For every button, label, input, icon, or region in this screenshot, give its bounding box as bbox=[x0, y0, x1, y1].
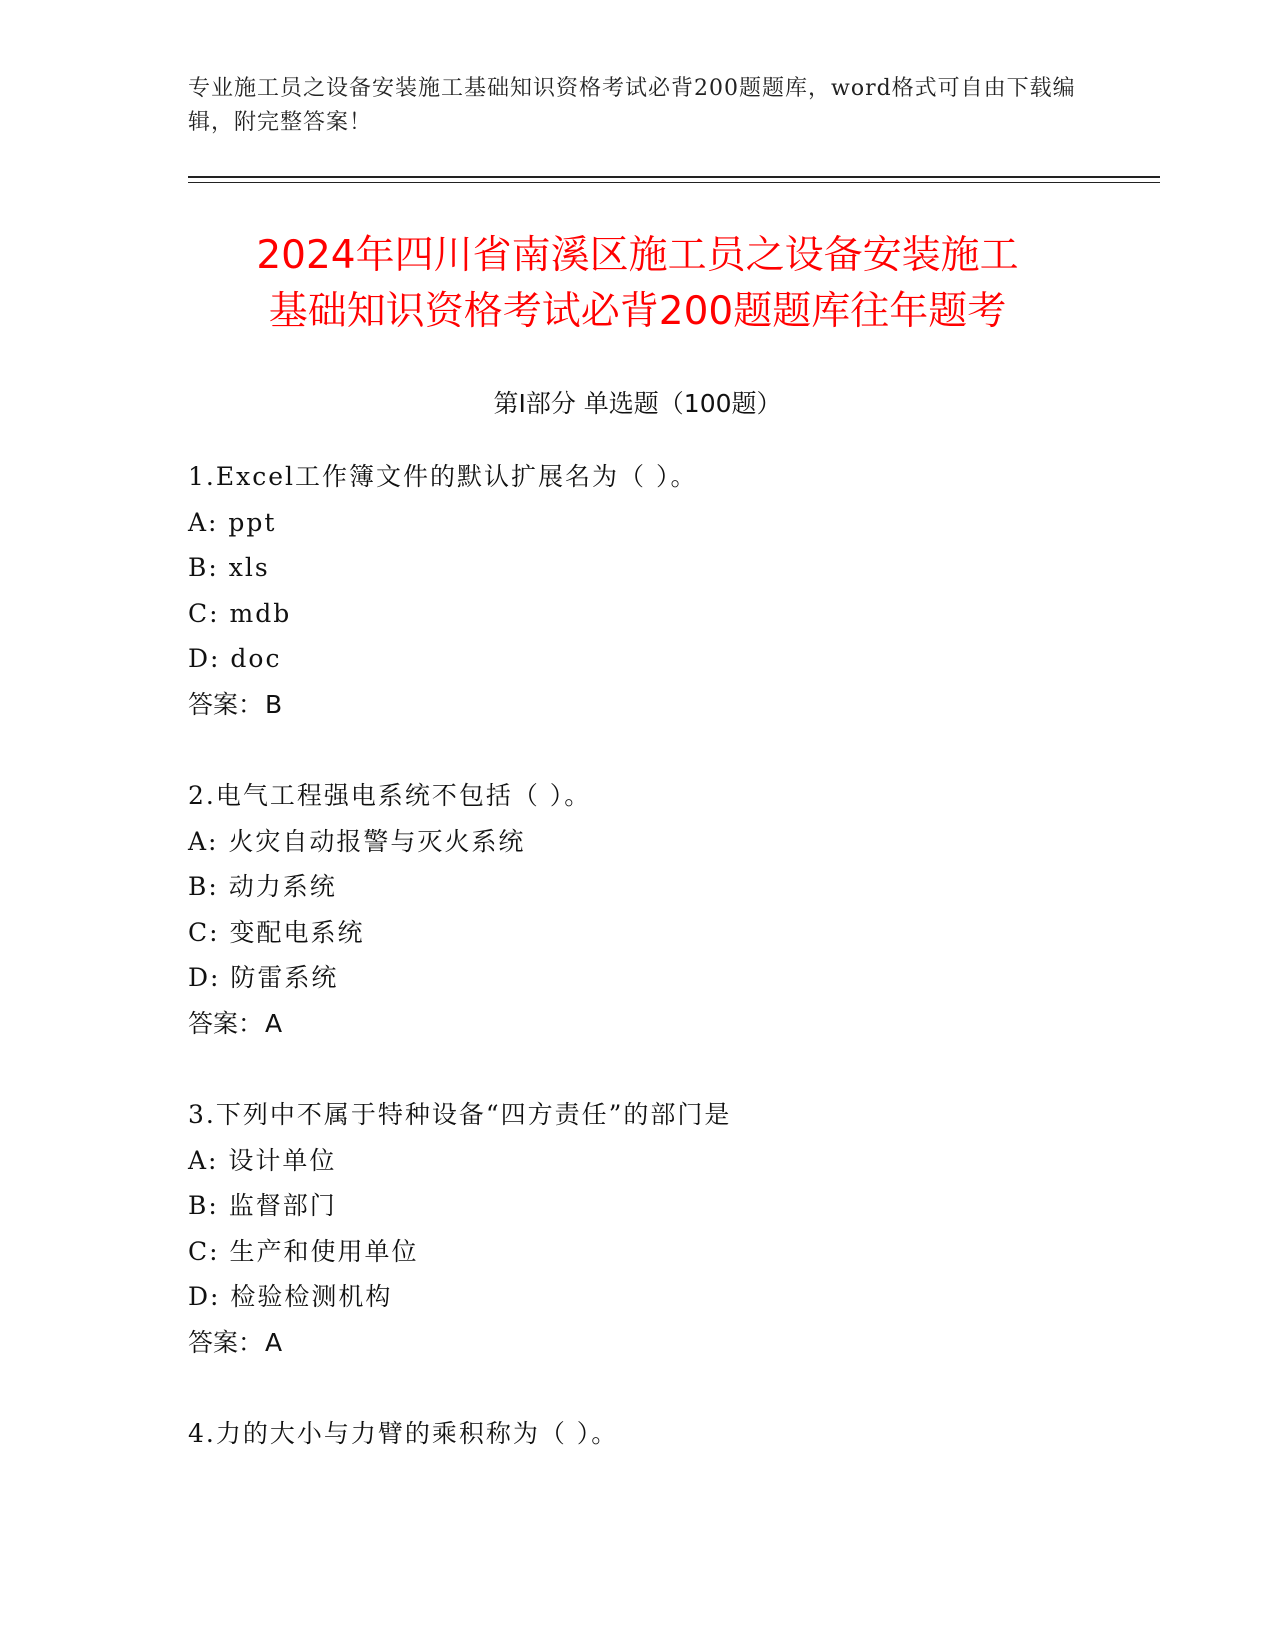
option-c: C: 变配电系统 bbox=[188, 917, 365, 947]
title-line-2: 基础知识资格考试必背200题题库往年题考 bbox=[268, 289, 1007, 334]
question-2 bbox=[188, 773, 1148, 1046]
option-d: D: 检验检测机构 bbox=[188, 1282, 393, 1311]
answer-value: A bbox=[265, 1008, 283, 1038]
option-d: D: 防雷系统 bbox=[188, 963, 339, 992]
option-b: B: 动力系统 bbox=[188, 872, 337, 901]
header-rule-thin bbox=[188, 182, 1160, 183]
question-stem: 4.力的大小与力臂的乘积称为（ ）。 bbox=[188, 1419, 619, 1448]
option-d: D: doc bbox=[188, 644, 282, 673]
answer-value: A bbox=[265, 1327, 283, 1357]
option-a: A: ppt bbox=[188, 507, 277, 537]
section-title: 第Ⅰ部分 单选题（100题） bbox=[493, 389, 782, 418]
option-b: B: 监督部门 bbox=[188, 1191, 337, 1220]
header-note: 专业施工员之设备安装施工基础知识资格考试必背200题题库，word格式可自由下载编辑，附完整答案！ bbox=[188, 76, 1076, 135]
answer-line bbox=[188, 1320, 1148, 1366]
option-c: C: 生产和使用单位 bbox=[188, 1236, 419, 1266]
answer-label: 答案： bbox=[188, 1008, 264, 1038]
answer-line bbox=[188, 682, 1148, 728]
question-4 bbox=[188, 1411, 1148, 1457]
answer-label: 答案： bbox=[188, 1327, 264, 1357]
header-rule-thick bbox=[188, 176, 1160, 178]
option-a: A: 火灾自动报警与灭火系统 bbox=[188, 826, 526, 856]
question-1 bbox=[188, 454, 1148, 727]
question-stem: 2.电气工程强电系统不包括（ ）。 bbox=[188, 781, 592, 810]
document-title bbox=[150, 228, 1125, 340]
question-stem: 3.下列中不属于特种设备“四方责任”的部门是 bbox=[188, 1100, 732, 1129]
answer-value: B bbox=[265, 689, 283, 719]
question-stem: 1.Excel工作簿文件的默认扩展名为（ ）。 bbox=[188, 462, 698, 491]
answer-line bbox=[188, 1001, 1148, 1047]
title-line-1: 2024年四川省南溪区施工员之设备安装施工 bbox=[256, 233, 1019, 278]
question-3 bbox=[188, 1092, 1148, 1365]
option-b: B: xls bbox=[188, 553, 270, 582]
option-c: C: mdb bbox=[188, 598, 292, 628]
option-a: A: 设计单位 bbox=[188, 1145, 337, 1175]
answer-label: 答案： bbox=[188, 689, 264, 719]
